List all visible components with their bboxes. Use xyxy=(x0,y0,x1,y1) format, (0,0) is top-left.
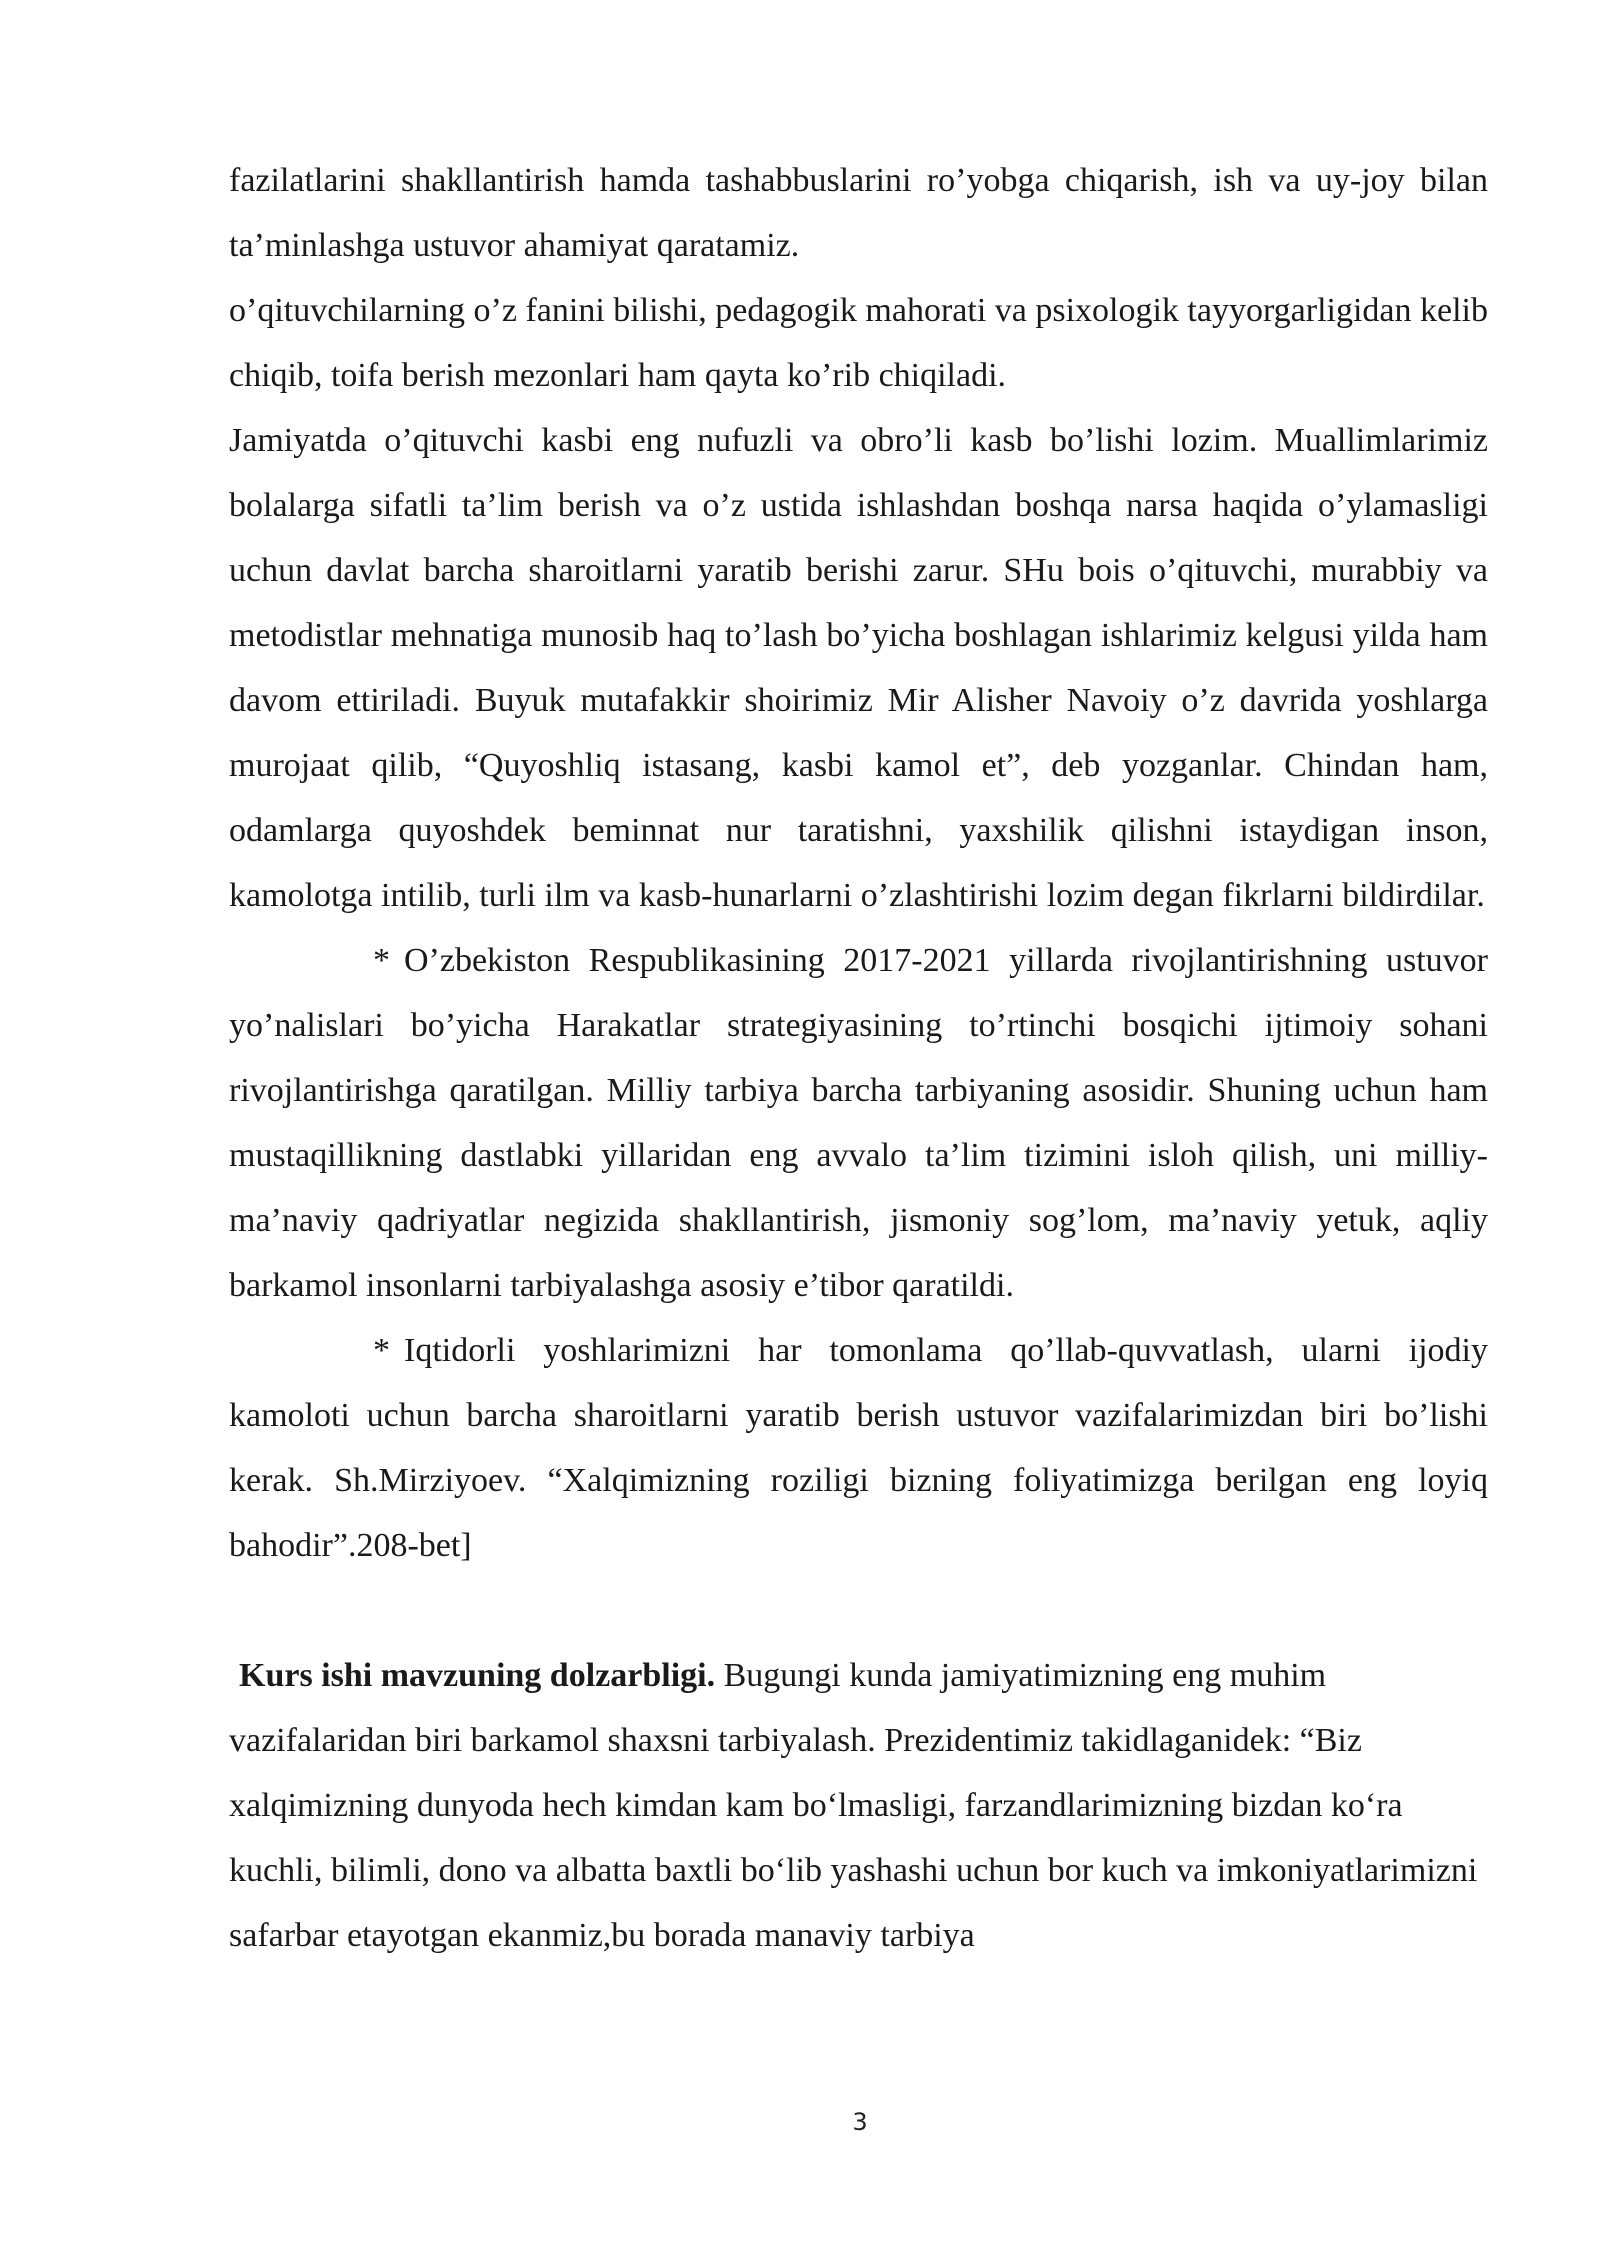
page-number: 3 xyxy=(852,2108,868,2136)
bullet-text: O’zbekiston Respublikasining 2017-2021 yillarda rivojlantirishning ustuvor yo’nalislari bo’yicha Harakatlar strategiyasining to’rtinchi bosqichi ijtimoiy sohani rivojlantirishga qaratilgan. Milliy tarbiya barcha tarbiyaning asosidir. Shuning uchun ham mustaqillikning dastlabki yillaridan eng avvalo ta’lim tizimini isloh qilish, uni milliy-ma’naviy qadriyatlar negizida shakllantirish, jismoniy sog’lom, ma’naviy yetuk, aqliy barkamol insonlarni tarbiyalashga asosiy e’tibor qaratildi. xyxy=(229,942,1488,1304)
section-heading: Kurs ishi mavzuning dolzarbligi. xyxy=(239,1657,716,1694)
bullet-item-1 xyxy=(229,928,1488,1318)
bullet-text: Iqtidorli yoshlarimizni har tomonlama qo’llab-quvvatlash, ularni ijodiy kamoloti uchun barcha sharoitlarni yaratib berish ustuvor vazifalarimizdan biri bo’lishi kerak. Sh.Mirziyoev. “Xalqimizning roziligi bizning foliyatimizga berilgan eng loyiq bahodir”.208-bet] xyxy=(229,1332,1488,1564)
paragraph-2: o’qituvchilarning o’z fanini bilishi, pedagogik mahorati va psixologik tayyorgarligidan kelib chiqib, toifa berish mezonlari ham qayta ko’rib chiqiladi. xyxy=(229,292,1488,394)
document-page xyxy=(229,148,1488,1968)
bullet-item-2 xyxy=(229,1318,1488,1578)
paragraph-gap xyxy=(229,1578,1488,1643)
section-text: Bugungi kunda jamiyatimizning eng muhim vazifalaridan biri barkamol shaxsni tarbiyalash. Prezidentimiz takidlaganidek: “Biz xalqimizning dunyoda hech kimdan kam bo‘lmasligi, farzandlarimizning bizdan ko‘ra kuchli, bilimli, dono va albatta baxtli bo‘lib yashashi uchun bor kuch va imkoniyatlarimizni safarbar etayotgan ekanmiz,bu borada manaviy tarbiya xyxy=(229,1657,1478,1954)
kurs-paragraph xyxy=(229,1643,1488,1968)
paragraph-3: Jamiyatda o’qituvchi kasbi eng nufuzli va obro’li kasb bo’lishi lozim. Muallimlarimiz bolalarga sifatli ta’lim berish va o’z ustida ishlashdan boshqa narsa haqida o’ylamasligi uchun davlat barcha sharoitlarni yaratib berishi zarur. SHu bois o’qituvchi, murabbiy va metodistlar mehnatiga munosib haq to’lash bo’yicha boshlagan ishlarimiz kelgusi yilda ham davom ettiriladi. Buyuk mutafakkir shoirimiz Mir Alisher Navoiy o’z davrida yoshlarga murojaat qilib, “Quyoshliq istasang, kasbi kamol et”, deb yozganlar. Chindan ham, odamlarga quyoshdek beminnat nur taratishni, yaxshilik qilishni istaydigan inson, kamolotga intilib, turli ilm va kasb-hunarlarni o’zlashtirishi lozim degan fikrlarni bildirdilar. xyxy=(229,422,1488,914)
paragraph-1: fazilatlarini shakllantirish hamda tashabbuslarini ro’yobga chiqarish, ish va uy-joy bilan ta’minlashga ustuvor ahamiyat qaratamiz. xyxy=(229,162,1488,264)
bullet-marker: * xyxy=(373,1332,390,1369)
bullet-marker: * xyxy=(373,942,390,979)
